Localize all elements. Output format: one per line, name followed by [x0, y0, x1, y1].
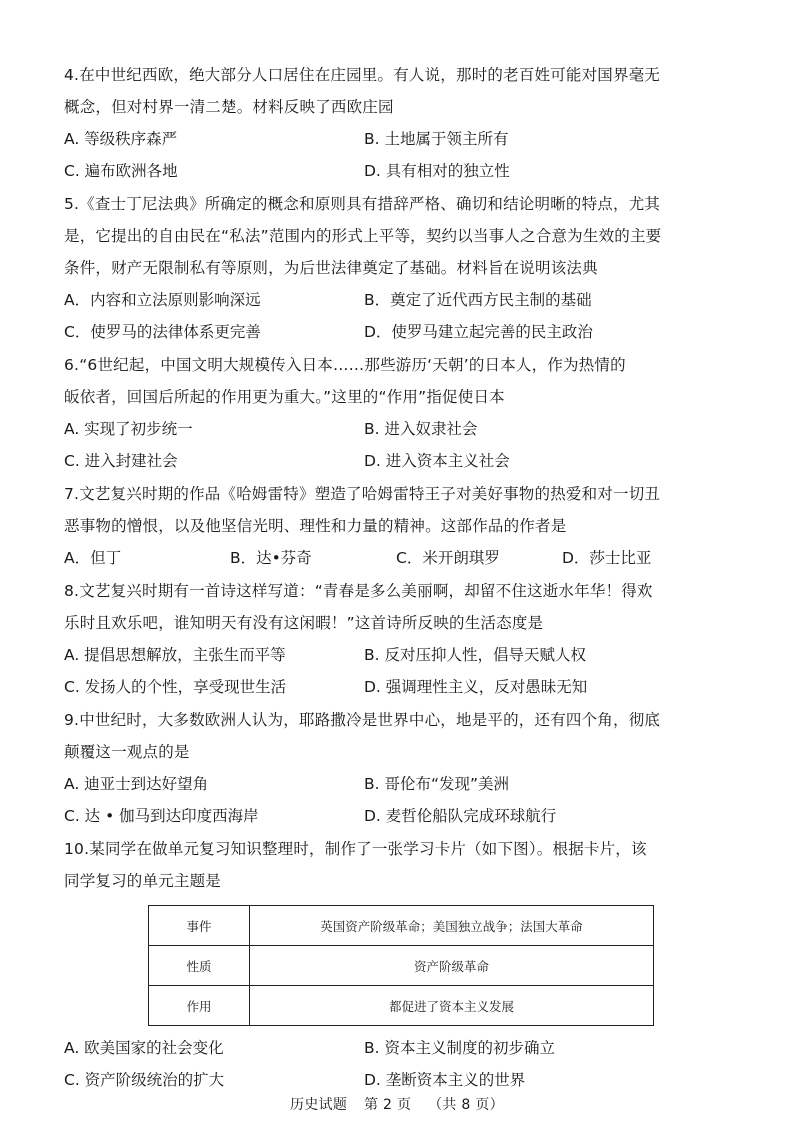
question-text-line: 同学复习的单元主题是	[64, 872, 222, 890]
question-9	[64, 704, 744, 832]
question-text-line: 7.文艺复兴时期的作品《哈姆雷特》塑造了哈姆雷特王子对美好事物的热爱和对一切丑	[64, 485, 661, 503]
option-d: D. 具有相对的独立性	[364, 162, 510, 180]
option-a: A．但丁	[64, 549, 122, 567]
option-c: C．使罗马的法律体系更完善	[64, 323, 261, 341]
question-text-line: 9.中世纪时，大多数欧洲人认为，耶路撒冷是世界中心，地是平的，还有四个角，彻底	[64, 711, 661, 729]
table-row	[149, 946, 654, 986]
option-a: A. 欧美国家的社会变化	[64, 1039, 224, 1057]
question-text-line: 概念，但对村界一清二楚。材料反映了西欧庄园	[64, 98, 394, 116]
footer-subject: 历史试题	[290, 1097, 348, 1113]
question-text-line: 乐时且欢乐吧，谁知明天有没有这闲暇！”这首诗所反映的生活态度是	[64, 614, 544, 632]
option-a: A. 实现了初步统一	[64, 420, 193, 438]
footer-page-number: 第 2 页	[363, 1097, 412, 1113]
study-card-table	[148, 905, 654, 1026]
option-c: C. 达 • 伽马到达印度西海岸	[64, 807, 259, 825]
option-d: D. 垄断资本主义的世界	[364, 1071, 526, 1089]
option-c: C. 资产阶级统治的扩大	[64, 1071, 225, 1089]
option-b: B. 进入奴隶社会	[364, 420, 478, 438]
question-text-line: 8.文艺复兴时期有一首诗这样写道：“青春是多么美丽啊，却留不住这逝水年华！得欢	[64, 582, 653, 600]
option-c: C．米开朗琪罗	[396, 549, 500, 567]
card-key: 性质	[149, 946, 250, 986]
option-a: A. 等级秩序森严	[64, 130, 178, 148]
question-7	[64, 478, 744, 574]
option-b: B. 土地属于领主所有	[364, 130, 509, 148]
card-value: 资产阶级革命	[250, 946, 654, 986]
option-c: C. 遍布欧洲各地	[64, 162, 178, 180]
question-text-line: 颠覆这一观点的是	[64, 743, 190, 761]
question-text-line: 恶事物的憎恨，以及他坚信光明、理性和力量的精神。这部作品的作者是	[64, 517, 567, 535]
footer-total-pages: （共 8 页）	[428, 1097, 504, 1113]
question-10	[64, 833, 744, 1096]
question-4	[64, 59, 744, 187]
option-c: C. 进入封建社会	[64, 452, 178, 470]
option-c: C. 发扬人的个性，享受现世生活	[64, 678, 287, 696]
question-text-line: 皈依者，回国后所起的作用更为重大。”这里的“作用”指促使日本	[64, 388, 505, 406]
option-d: D．使罗马建立起完善的民主政治	[364, 323, 593, 341]
option-b: B. 资本主义制度的初步确立	[364, 1039, 555, 1057]
table-row	[149, 986, 654, 1026]
card-key: 事件	[149, 906, 250, 946]
question-text-line: 4.在中世纪西欧，绝大部分人口居住在庄园里。有人说，那时的老百姓可能对国界毫无	[64, 66, 661, 84]
question-text-line: 10.某同学在做单元复习知识整理时，制作了一张学习卡片（如下图）。根据卡片，该	[64, 840, 647, 858]
option-d: D．莎士比亚	[562, 549, 652, 567]
option-d: D. 进入资本主义社会	[364, 452, 510, 470]
option-a: A. 提倡思想解放，主张生而平等	[64, 646, 286, 664]
question-8	[64, 575, 744, 703]
question-text-line: 条件，财产无限制私有等原则，为后世法律奠定了基础。材料旨在说明该法典	[64, 259, 598, 277]
option-b: B. 哥伦布“发现”美洲	[364, 775, 510, 793]
table-row	[149, 906, 654, 946]
page-footer	[0, 1094, 794, 1114]
option-b: B．奠定了近代西方民主制的基础	[364, 291, 592, 309]
option-a: A. 迪亚士到达好望角	[64, 775, 209, 793]
option-b: B. 反对压抑人性，倡导天赋人权	[364, 646, 586, 664]
question-6	[64, 349, 744, 477]
option-b: B．达•芬奇	[230, 549, 312, 567]
option-a: A．内容和立法原则影响深远	[64, 291, 261, 309]
card-value: 英国资产阶级革命；美国独立战争；法国大革命	[250, 906, 654, 946]
question-text-line: 6.“6世纪起，中国文明大规模传入日本……那些游历‘天朝’的日本人，作为热情的	[64, 356, 626, 374]
option-d: D. 强调理性主义，反对愚昧无知	[364, 678, 588, 696]
card-value: 都促进了资本主义发展	[250, 986, 654, 1026]
question-5	[64, 188, 744, 348]
question-text-line: 5.《查士丁尼法典》所确定的概念和原则具有措辞严格、确切和结论明晰的特点，尤其	[64, 195, 661, 213]
exam-page	[64, 58, 744, 1096]
card-key: 作用	[149, 986, 250, 1026]
option-d: D. 麦哲伦船队完成环球航行	[364, 807, 557, 825]
question-text-line: 是，它提出的自由民在“私法”范围内的形式上平等，契约以当事人之合意为生效的主要	[64, 227, 662, 245]
